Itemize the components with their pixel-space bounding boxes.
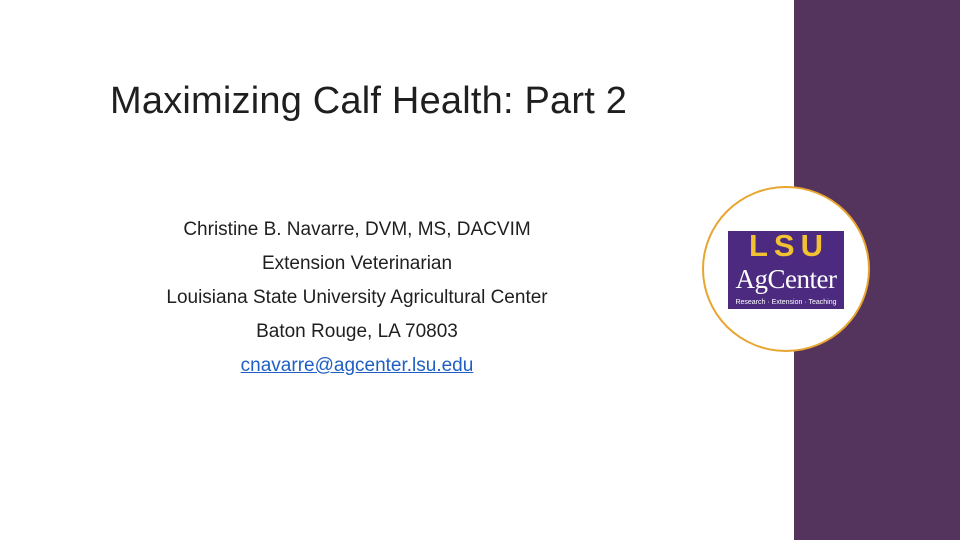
- presenter-organization: Louisiana State University Agricultural Center: [166, 287, 548, 308]
- presenter-email-link[interactable]: cnavarre@agcenter.lsu.edu: [240, 355, 474, 376]
- logo-tagline: Research · Extension · Teaching: [735, 299, 837, 306]
- presenter-role: Extension Veterinarian: [261, 253, 453, 274]
- presenter-name: Christine B. Navarre, DVM, MS, DACVIM: [183, 219, 531, 240]
- presenter-info: [100, 213, 614, 383]
- logo-agcenter-text: AgCenter: [735, 264, 837, 294]
- slide-title: Maximizing Calf Health: Part 2: [110, 80, 628, 122]
- logo-lsu-text: LSU: [749, 231, 829, 263]
- presenter-location: Baton Rouge, LA 70803: [256, 321, 458, 342]
- lsu-agcenter-logo: [728, 231, 844, 309]
